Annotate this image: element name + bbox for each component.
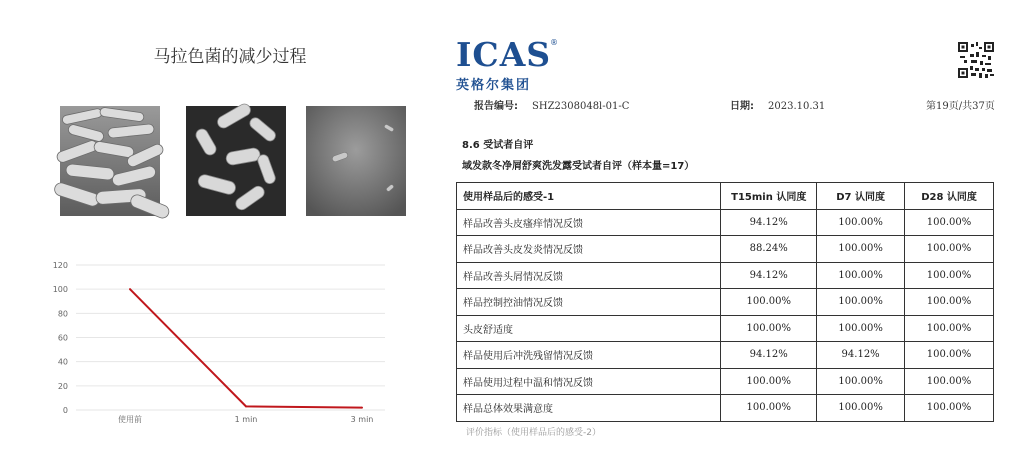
table-row — [457, 289, 994, 316]
report-page — [440, 0, 1020, 460]
bacteria-medium-icon — [186, 106, 286, 216]
cell-d7: 100.00% — [817, 395, 905, 422]
section-heading: 8.6 受试者自评 — [462, 140, 534, 151]
x-tick-label: 1 min — [234, 415, 258, 424]
left-panel — [0, 0, 430, 460]
data-point — [129, 288, 131, 290]
data-point — [361, 407, 363, 409]
row-label: 样品改善头皮瘙痒情况反馈 — [457, 209, 721, 236]
data-point — [245, 405, 247, 407]
row-label: 样品使用过程中温和情况反馈 — [457, 368, 721, 395]
cutoff-text: 评价指标（使用样品后的感受-2） — [466, 428, 601, 438]
table-title: 域发款冬净屑舒爽洗发露受试者自评（样本量=17） — [462, 161, 695, 172]
chart-svg — [50, 255, 395, 430]
cell-t15min: 94.12% — [721, 262, 817, 289]
row-label: 样品总体效果满意度 — [457, 395, 721, 422]
y-tick-label: 100 — [52, 285, 68, 295]
y-tick-label: 80 — [57, 309, 68, 319]
header-feeling: 使用样品后的感受-1 — [457, 183, 721, 210]
report-date — [730, 97, 825, 112]
cell-d28: 100.00% — [905, 368, 994, 395]
cell-d28: 100.00% — [905, 262, 994, 289]
qr-code-icon — [958, 42, 994, 78]
table-row — [457, 342, 994, 369]
report-number-value: SHZ2308048l-01-C — [532, 101, 630, 112]
row-label: 样品改善头皮发炎情况反馈 — [457, 236, 721, 263]
cell-d7: 100.00% — [817, 236, 905, 263]
cell-d28: 100.00% — [905, 342, 994, 369]
cell-t15min: 94.12% — [721, 209, 817, 236]
logo-chinese: 英格尔集团 — [456, 78, 532, 93]
table-row — [457, 315, 994, 342]
header-t15min: T15min 认同度 — [721, 183, 817, 210]
cell-t15min: 94.12% — [721, 342, 817, 369]
table-row — [457, 368, 994, 395]
header-d7: D7 认同度 — [817, 183, 905, 210]
y-tick-label: 40 — [57, 357, 68, 367]
cell-d28: 100.00% — [905, 315, 994, 342]
figure-title: 马拉色菌的减少过程 — [153, 47, 307, 67]
y-tick-label: 120 — [52, 261, 68, 270]
header-d28: D28 认同度 — [905, 183, 994, 210]
cell-d7: 100.00% — [817, 368, 905, 395]
table-row — [457, 395, 994, 422]
row-label: 头皮舒适度 — [457, 315, 721, 342]
table-header-row — [457, 183, 994, 210]
x-tick-label: 使用前 — [118, 415, 142, 424]
series-line — [130, 289, 362, 407]
y-tick-label: 60 — [57, 333, 68, 343]
bacteria-dense-icon — [60, 106, 160, 216]
cell-t15min: 100.00% — [721, 368, 817, 395]
y-tick-label: 0 — [62, 406, 68, 415]
report-date-value: 2023.10.31 — [768, 101, 826, 112]
results-table — [456, 182, 994, 422]
logo-wordmark: ICAS — [456, 35, 552, 74]
row-label: 样品使用后冲洗残留情况反馈 — [457, 342, 721, 369]
page-number: 第19页/共37页 — [926, 101, 995, 112]
row-label: 样品控制控油情况反馈 — [457, 289, 721, 316]
cell-d28: 100.00% — [905, 236, 994, 263]
cell-d7: 100.00% — [817, 289, 905, 316]
report-number — [474, 97, 629, 112]
line-chart — [50, 255, 395, 430]
cell-d28: 100.00% — [905, 289, 994, 316]
table-row — [457, 209, 994, 236]
cell-d7: 100.00% — [817, 262, 905, 289]
icas-logo — [456, 35, 558, 93]
cell-d7: 94.12% — [817, 342, 905, 369]
cell-d28: 100.00% — [905, 395, 994, 422]
report-date-label: 日期: — [730, 101, 754, 112]
cell-t15min: 100.00% — [721, 289, 817, 316]
cell-d7: 100.00% — [817, 209, 905, 236]
x-tick-label: 3 min — [350, 415, 374, 424]
report-number-label: 报告编号: — [474, 101, 518, 112]
cell-t15min: 100.00% — [721, 315, 817, 342]
table-row — [457, 262, 994, 289]
y-tick-label: 20 — [57, 381, 68, 391]
logo-registered-mark: ® — [550, 38, 558, 47]
bacteria-sparse-icon — [306, 106, 406, 216]
table-row — [457, 236, 994, 263]
row-label: 样品改善头屑情况反馈 — [457, 262, 721, 289]
cell-t15min: 88.24% — [721, 236, 817, 263]
cell-t15min: 100.00% — [721, 395, 817, 422]
cell-d7: 100.00% — [817, 315, 905, 342]
cell-d28: 100.00% — [905, 209, 994, 236]
